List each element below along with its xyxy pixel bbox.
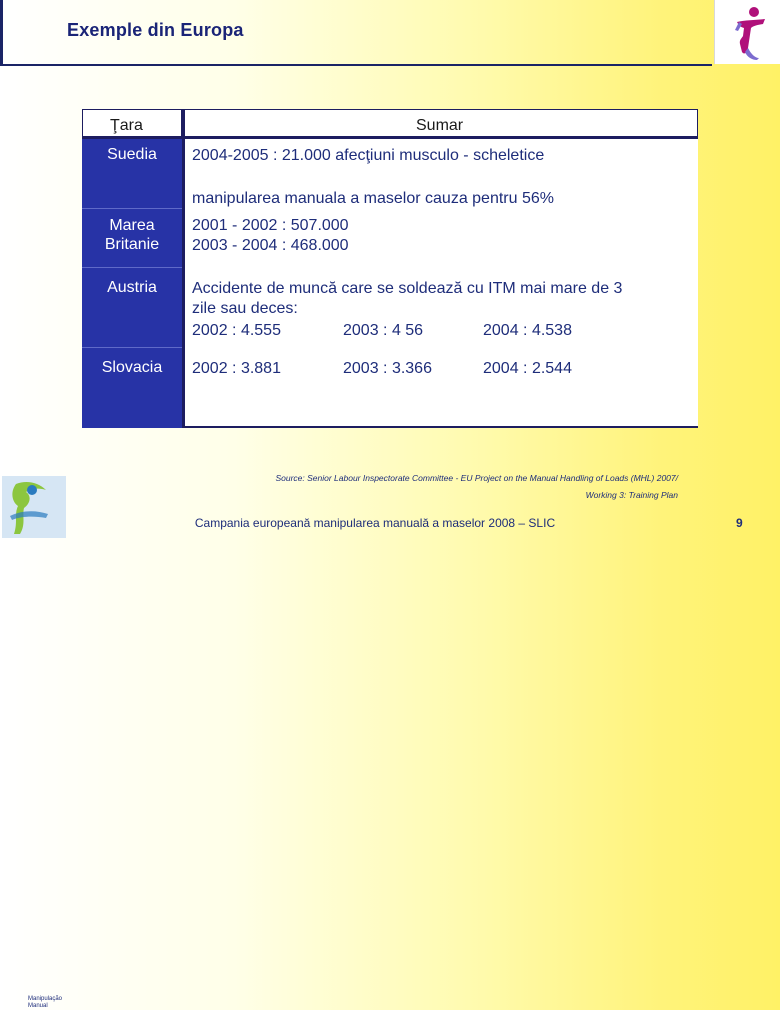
country-summary-table bbox=[82, 109, 698, 428]
table-bottom-border bbox=[182, 426, 698, 428]
country-great-britain-line1: Marea bbox=[109, 217, 155, 234]
summary-great-britain-line2: 2003 - 2004 : 468.000 bbox=[192, 237, 349, 254]
summary-sweden-line1: 2004-2005 : 21.000 afecţiuni musculo - scheletice bbox=[192, 147, 545, 164]
country-slovakia: Slovacia bbox=[101, 359, 163, 376]
austria-label-2004: 2004 : bbox=[483, 322, 528, 339]
header-summary-label: Sumar bbox=[416, 117, 464, 134]
summary-austria-line2: zile sau deces: bbox=[192, 300, 298, 317]
slovakia-amount-2003: 3.366 bbox=[391, 360, 432, 377]
slovakia-value-2004 bbox=[483, 359, 572, 378]
row-divider bbox=[82, 347, 182, 348]
row-divider bbox=[82, 267, 182, 268]
campaign-logo-line2: Manual bbox=[28, 1003, 48, 1009]
source-citation bbox=[160, 470, 678, 504]
campaign-logo-line1: Manipulação bbox=[28, 996, 63, 1002]
austria-value-2004 bbox=[483, 321, 572, 340]
slovakia-label-2004: 2004 : bbox=[483, 360, 528, 377]
top-right-logo bbox=[714, 0, 780, 64]
slovakia-value-2002 bbox=[192, 359, 281, 378]
austria-amount-2002: 4.555 bbox=[240, 322, 281, 339]
slovakia-value-2003 bbox=[343, 359, 432, 378]
campaign-logo-label bbox=[28, 996, 62, 1010]
austria-amount-2004: 4.538 bbox=[531, 322, 572, 339]
summary-great-britain-line1: 2001 - 2002 : 507.000 bbox=[192, 217, 349, 234]
slovakia-label-2003: 2003 : bbox=[343, 360, 388, 377]
austria-label-2003: 2003 : bbox=[343, 322, 388, 339]
title-bar bbox=[0, 0, 712, 66]
slovakia-label-2002: 2002 : bbox=[192, 360, 237, 377]
summary-austria-line1: Accidente de muncă care se soldează cu ITM mai mare de 3 bbox=[192, 280, 623, 297]
country-great-britain-line2: Britanie bbox=[104, 236, 160, 253]
country-austria: Austria bbox=[107, 279, 157, 296]
row-divider bbox=[82, 208, 182, 209]
slovakia-amount-2004: 2.544 bbox=[531, 360, 572, 377]
human-figure-logo-icon bbox=[715, 0, 780, 64]
page-number: 9 bbox=[736, 516, 743, 530]
title-bar-accent bbox=[0, 0, 3, 64]
header-country-label: Ţara bbox=[110, 117, 143, 134]
country-great-britain bbox=[82, 216, 182, 254]
campaign-logo-icon bbox=[2, 476, 66, 538]
campaign-logo bbox=[2, 476, 66, 1009]
source-line2: Working 3: Training Plan bbox=[585, 490, 678, 500]
summary-sweden-line2: manipularea manuala a maselor cauza pentru 56% bbox=[192, 190, 554, 207]
slovakia-amount-2002: 3.881 bbox=[240, 360, 281, 377]
austria-label-2002: 2002 : bbox=[192, 322, 237, 339]
country-sweden: Suedia bbox=[107, 146, 157, 163]
austria-amount-2003: 4 56 bbox=[391, 322, 424, 339]
source-line1: Source: Senior Labour Inspectorate Committee - EU Project on the Manual Handling of Loads (MHL) 2007/ bbox=[275, 473, 678, 483]
page-title: Exemple din Europa bbox=[67, 20, 244, 40]
footer-text: Campania europeană manipularea manuală a maselor 2008 – SLIC bbox=[194, 516, 556, 530]
austria-value-2003 bbox=[343, 321, 423, 340]
austria-value-2002 bbox=[192, 321, 281, 340]
header-cell-country bbox=[82, 109, 182, 139]
header-cell-summary bbox=[182, 109, 698, 139]
